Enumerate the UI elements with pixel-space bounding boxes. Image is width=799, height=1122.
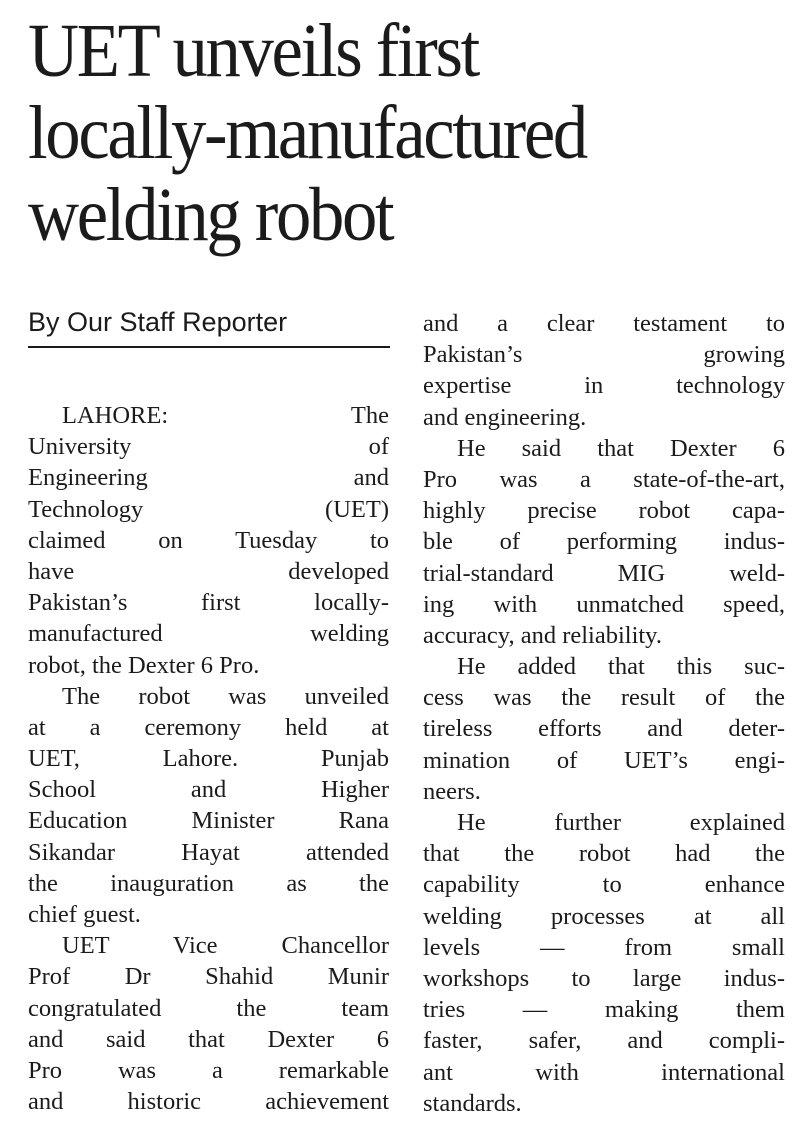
- article-text-line: manufactured welding: [28, 620, 389, 648]
- article-text-line: neers.: [423, 777, 481, 805]
- article-text-line: UET, Lahore. Punjab: [28, 745, 389, 773]
- article-text-line: cess was the result of the: [423, 684, 785, 712]
- article-text-line: accuracy, and reliability.: [423, 621, 662, 649]
- article-text-line: Pro was a remarkable: [28, 1056, 389, 1084]
- article-text-line: ant with international: [423, 1058, 785, 1086]
- headline-line: welding robot: [28, 173, 393, 257]
- article-text-line: chief guest.: [28, 901, 141, 928]
- article-text-line: faster, safer, and compli-: [423, 1027, 785, 1055]
- article-text-line: the inauguration as the: [28, 869, 389, 897]
- article-text-line: He said that Dexter 6: [457, 434, 785, 462]
- headline-line: UET unveils first: [28, 9, 478, 93]
- article-text-line: and engineering.: [423, 403, 587, 431]
- article-text-line: ble of performing indus-: [423, 528, 785, 556]
- article-text-line: Pakistan’s growing: [423, 341, 785, 369]
- article-text-line: School and Higher: [28, 776, 389, 804]
- article-text-line: Technology (UET): [28, 495, 389, 523]
- article-text-line: He added that this suc-: [457, 653, 785, 681]
- article-column-2: [423, 308, 785, 1119]
- article-text-line: LAHORE: The: [62, 402, 389, 429]
- byline: By Our Staff Reporter: [28, 307, 288, 337]
- article-text-line: workshops to large indus-: [423, 964, 785, 992]
- byline-divider: [28, 346, 390, 348]
- article-text-line: and said that Dexter 6: [28, 1025, 389, 1053]
- article-text-line: University of: [28, 433, 389, 461]
- article-text-line: at a ceremony held at: [28, 713, 389, 741]
- article-text-line: tireless efforts and deter-: [423, 715, 785, 743]
- article-text-line: highly precise robot capa-: [423, 497, 785, 525]
- article-text-line: that the robot had the: [423, 840, 785, 868]
- article-column-1: [28, 400, 389, 1117]
- article-text-line: ing with unmatched speed,: [423, 590, 785, 618]
- article-text-line: robot, the Dexter 6 Pro.: [28, 651, 260, 679]
- article-text-line: congratulated the team: [28, 994, 389, 1022]
- article-text-line: Engineering and: [28, 464, 389, 492]
- article-text-line: The robot was unveiled: [62, 682, 389, 710]
- article-text-line: tries — making them: [423, 996, 785, 1024]
- article-text-line: Prof Dr Shahid Munir: [28, 963, 389, 991]
- article-text-line: claimed on Tuesday to: [28, 526, 389, 554]
- article-text-line: trial-standard MIG weld-: [423, 559, 785, 587]
- article-text-line: standards.: [423, 1089, 522, 1117]
- article-text-line: have developed: [28, 557, 389, 585]
- article-text-line: Pakistan’s first locally-: [28, 589, 389, 617]
- article-text-line: mination of UET’s engi-: [423, 746, 785, 774]
- headline: [28, 10, 744, 256]
- article-text-line: levels — from small: [423, 933, 785, 961]
- article-text-line: welding processes at all: [423, 902, 785, 930]
- article-text-line: and historic achievement: [28, 1088, 389, 1116]
- article-text-line: He further explained: [457, 809, 785, 836]
- article-text-line: UET Vice Chancellor: [62, 932, 389, 960]
- article-text-line: and a clear testament to: [423, 310, 785, 337]
- article-text-line: capability to enhance: [423, 871, 785, 899]
- article-text-line: Education Minister Rana: [28, 807, 389, 835]
- article-text-line: expertise in technology: [423, 372, 785, 400]
- article-text-line: Sikandar Hayat attended: [28, 838, 389, 866]
- article-text-line: Pro was a state-of-the-art,: [423, 465, 785, 493]
- headline-line: locally-manufactured: [28, 91, 586, 175]
